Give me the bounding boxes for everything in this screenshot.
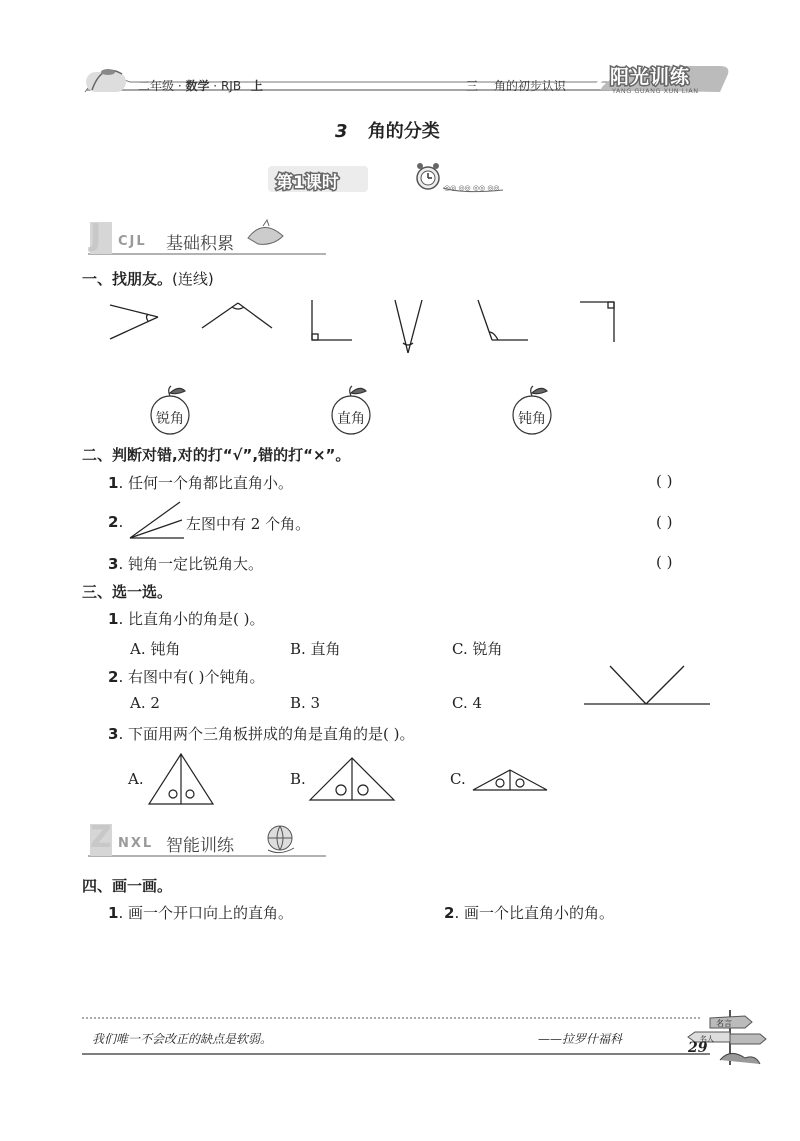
draw-item-2-num: 2 (444, 904, 455, 922)
banner1-title: 基础积累 (166, 234, 234, 254)
footer-quote: 我们唯一不会改正的缺点是软弱。 (92, 1032, 273, 1046)
page-number: 29 (688, 1040, 708, 1056)
figure-right-angle-l (312, 300, 352, 340)
choice-q3-option-c[interactable]: C. (450, 770, 466, 788)
figure-acute-left (110, 305, 158, 339)
header-grade: 二年级 (138, 79, 175, 93)
choice-q3 (108, 723, 414, 744)
choice-q1-option-b[interactable]: B. 直角 (290, 640, 341, 658)
figure-acute-v (395, 300, 422, 353)
choice-q2-figure (580, 660, 715, 710)
header-edition: RJB (220, 79, 242, 93)
draw-item-2-text: . 画一个比直角小的角。 (454, 904, 614, 922)
judge-item-3 (108, 553, 263, 574)
figure-obtuse (478, 300, 528, 340)
page-title (335, 117, 440, 143)
angle-figures (100, 295, 640, 360)
choice-q1-option-c[interactable]: C. 锐角 (452, 640, 503, 658)
banner2-abbr: NXL (118, 836, 154, 851)
choice-q1-text: . 比直角小的角是( )。 (118, 610, 265, 628)
apple-label-acute: 锐角 (156, 411, 184, 427)
choice-q2-option-c[interactable]: C. 4 (452, 694, 483, 712)
choice-q1-option-a[interactable]: A. 钝角 (130, 640, 181, 658)
judge-item-3-text: . 钝角一定比锐角大。 (118, 555, 263, 573)
title-text: 角的分类 (367, 121, 440, 142)
choice-q2-num: 2 (108, 668, 119, 686)
header-volume: 上 (250, 79, 263, 93)
header-course-info: 二年级 · 数学 · RJB 上 (138, 79, 263, 93)
choice-q1-num: 1 (108, 610, 119, 628)
triangle-figures (145, 748, 595, 808)
judge-item-2-dot: . (118, 513, 124, 531)
choice-q2 (108, 666, 264, 687)
apple-label-obtuse: 钝角 (518, 411, 546, 427)
section4-heading: 四、画一画。 (82, 877, 173, 895)
header-unit (466, 77, 566, 94)
choice-q2-option-a[interactable]: A. 2 (130, 694, 160, 712)
triangle-option-c (473, 770, 547, 790)
choice-q2-option-b[interactable]: B. 3 (290, 694, 321, 712)
judge-item-1-text: . 任何一个角都比直角小。 (118, 474, 293, 492)
draw-item-2 (444, 902, 614, 923)
brand-pinyin: YANG GUANG XUN LIAN (612, 87, 699, 95)
judge-item-3-num: 3 (108, 555, 119, 573)
section1-note: (连线) (172, 270, 214, 288)
draw-item-1 (108, 902, 293, 923)
choice-q2-text: . 右图中有( )个钝角。 (118, 668, 265, 686)
banner1-abbr: CJL (118, 234, 147, 249)
triangle-option-b (310, 758, 394, 800)
figure-obtuse-caret (202, 303, 272, 328)
judge-item-2-figure (120, 498, 190, 543)
title-number: 3 (335, 121, 348, 142)
apple-label-right: 直角 (337, 411, 365, 427)
footer-sign-2: 名人 (700, 1035, 714, 1043)
section1-heading-text: 一、找朋友。 (82, 270, 173, 288)
choice-q3-text: . 下面用两个三角板拼成的角是直角的是( )。 (118, 725, 415, 743)
judge-item-2-answer[interactable]: ( ) (656, 513, 673, 531)
brand-logo: 阳光训练 (610, 66, 691, 88)
figure-right-angle-corner (580, 302, 614, 342)
header-subject: 数学 (185, 79, 210, 93)
lesson-label: 第1课时 (276, 173, 339, 193)
draw-item-1-num: 1 (108, 904, 119, 922)
choice-q1 (108, 608, 264, 629)
choice-q3-num: 3 (108, 725, 119, 743)
draw-item-1-text: . 画一个开口向上的直角。 (118, 904, 293, 922)
section1-heading (82, 268, 214, 289)
header-unit-number: 三 (466, 79, 479, 93)
footer-author: ——拉罗什福科 (538, 1032, 623, 1046)
footer-sign-1: 名言 (716, 1019, 732, 1028)
header-unit-name: 角的初步认识 (493, 79, 566, 93)
banner2-title: 智能训练 (166, 836, 234, 856)
section2-heading: 二、判断对错,对的打“√”,错的打“×”。 (82, 446, 351, 464)
judge-item-1-num: 1 (108, 474, 119, 492)
banner1-letter: J (90, 218, 102, 253)
choice-q3-option-a[interactable]: A. (128, 770, 144, 788)
judge-item-1 (108, 472, 293, 493)
judge-item-2-text: 左图中有 2 个角。 (186, 515, 311, 533)
choice-q3-option-b[interactable]: B. (290, 770, 306, 788)
svg-text:◎◎ ◎◎ ◎◎ ◎◎: ◎◎ ◎◎ ◎◎ ◎◎ (444, 184, 500, 192)
judge-item-3-answer[interactable]: ( ) (656, 553, 673, 571)
triangle-option-a (149, 754, 213, 804)
judge-item-1-answer[interactable]: ( ) (656, 472, 673, 490)
banner2-letter: Z (90, 820, 112, 855)
section3-heading: 三、选一选。 (82, 583, 173, 601)
judge-item-2-num: 2 (108, 513, 119, 531)
